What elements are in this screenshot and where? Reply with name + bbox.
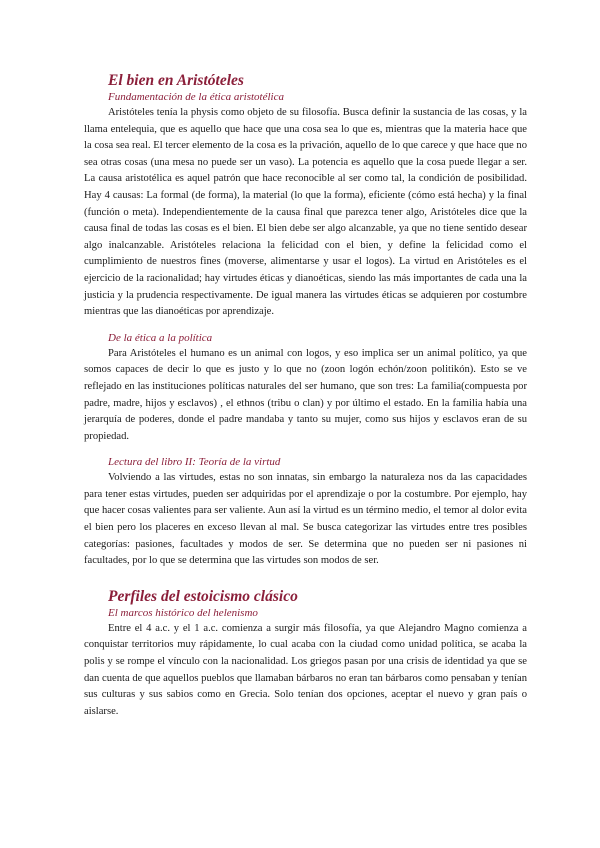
paragraph-helenismo: Entre el 4 a.c. y el 1 a.c. comienza a surgir más filosofía, ya que Alejandro Magno comienza a conquistar territorios muy rápidamente, lo cual acaba con la ciudad como unidad política, se acaba la polis y se rompe el vínculo con la nacionalidad. Los griegos pasan por una crisis de identidad ya que se dan cuenta de que aquellos pueblos que llamaban bárbaros no eran tan bárbaros como pensaban y tenían sus culturas y sus sabios como en Grecia. Solo tenían dos opciones, aceptar el nuevo y gran país o aislarse. — [84, 622, 527, 717]
paragraph-fundamentacion: Aristóteles tenía la physis como objeto de su filosofía. Busca definir la sustancia de las cosas, y la llama entelequia, que es aquello que hace que una cosa sea lo que es, mientras que la materia hace que la cosa sea real. El tercer elemento de la cosa es la privación, aquello de lo que carece y que hace que no sea otras cosas (una mesa no puede ser un vaso). La potencia es aquello que la cosa puede llegar a ser. La causa aristotélica es aquel patrón que hace reconocible al ser como tal, la condición de posibilidad. Hay 4 causas: La formal (de forma), la material (lo que la forma), eficiente (cómo está hecha) y la final (función o meta). Independientemente de la causa final que parezca tener algo, Aristóteles dice que la causa final de todas las cosas es el bien. El bien debe ser algo alcanzable, ya que no tiene sentido desear algo inalcanzable. Aristóteles relaciona la felicidad con el bien, y define la felicidad como el cumplimiento de nuestros fines (moverse, alimentarse y usar el logos). La virtud en Aristóteles es el ejercicio de la racionalidad; hay virtudes éticas y dianoéticas, siendo las más importantes de cada una la justicia y la prudencia respectivamente. De igual manera las virtudes éticas se adquieren por costumbre mientras que las dianoéticas por aprendizaje. — [84, 107, 527, 318]
paragraph-libro-ii: Volviendo a las virtudes, estas no son innatas, sin embargo la naturaleza nos da las capacidades para tener estas virtudes, pueden ser adquiridas por el aprendizaje o por la costumbre. Por ejemplo, hay que hacer cosas valientes para ser valiente. Aun así la virtud es un término medio, el temor al dolor evita el bien pero los placeres en exceso llevan al mal. Se busca categorizar las virtudes entre tres posibles categorías: pasiones, facultades y modos de ser. Se determina que no pueden ser ni pasiones ni facultades, por lo que se determina que las virtudes son modos de ser. — [84, 472, 527, 567]
subsection-heading-fundamentacion: Fundamentación de la ética aristotélica — [108, 91, 284, 103]
document-page — [84, 72, 527, 720]
paragraph-etica-politica: Para Aristóteles el humano es un animal con logos, y eso implica ser un animal político, ya que somos capaces de decir lo que es justo y lo que no (zoon logón echón/zoon politikón). Esto se ve reflejado en las instituciones políticas naturales del ser humano, que son tres: La familia(compuesta por padre, madre, hijos y esclavos) , el ethnos (tribu o clan) y por último el estado. En la familia había una jerarquía de poderes, donde el padre mandaba y tanto su mujer, como sus hijos y esclavos eran de su propiedad. — [84, 347, 527, 442]
spacer — [84, 570, 527, 588]
spacer — [84, 445, 527, 455]
subsection-heading-helenismo: El marcos histórico del helenismo — [108, 606, 258, 619]
spacer — [84, 321, 527, 331]
section-title-estoicismo: Perfiles del estoicismo clásico — [108, 587, 298, 605]
section-title-aristoteles: El bien en Aristóteles — [108, 72, 244, 89]
subsection-heading-etica-politica: De la ética a la política — [108, 331, 213, 344]
subsection-heading-libro-ii: Lectura del libro II: Teoría de la virtud — [108, 456, 281, 469]
